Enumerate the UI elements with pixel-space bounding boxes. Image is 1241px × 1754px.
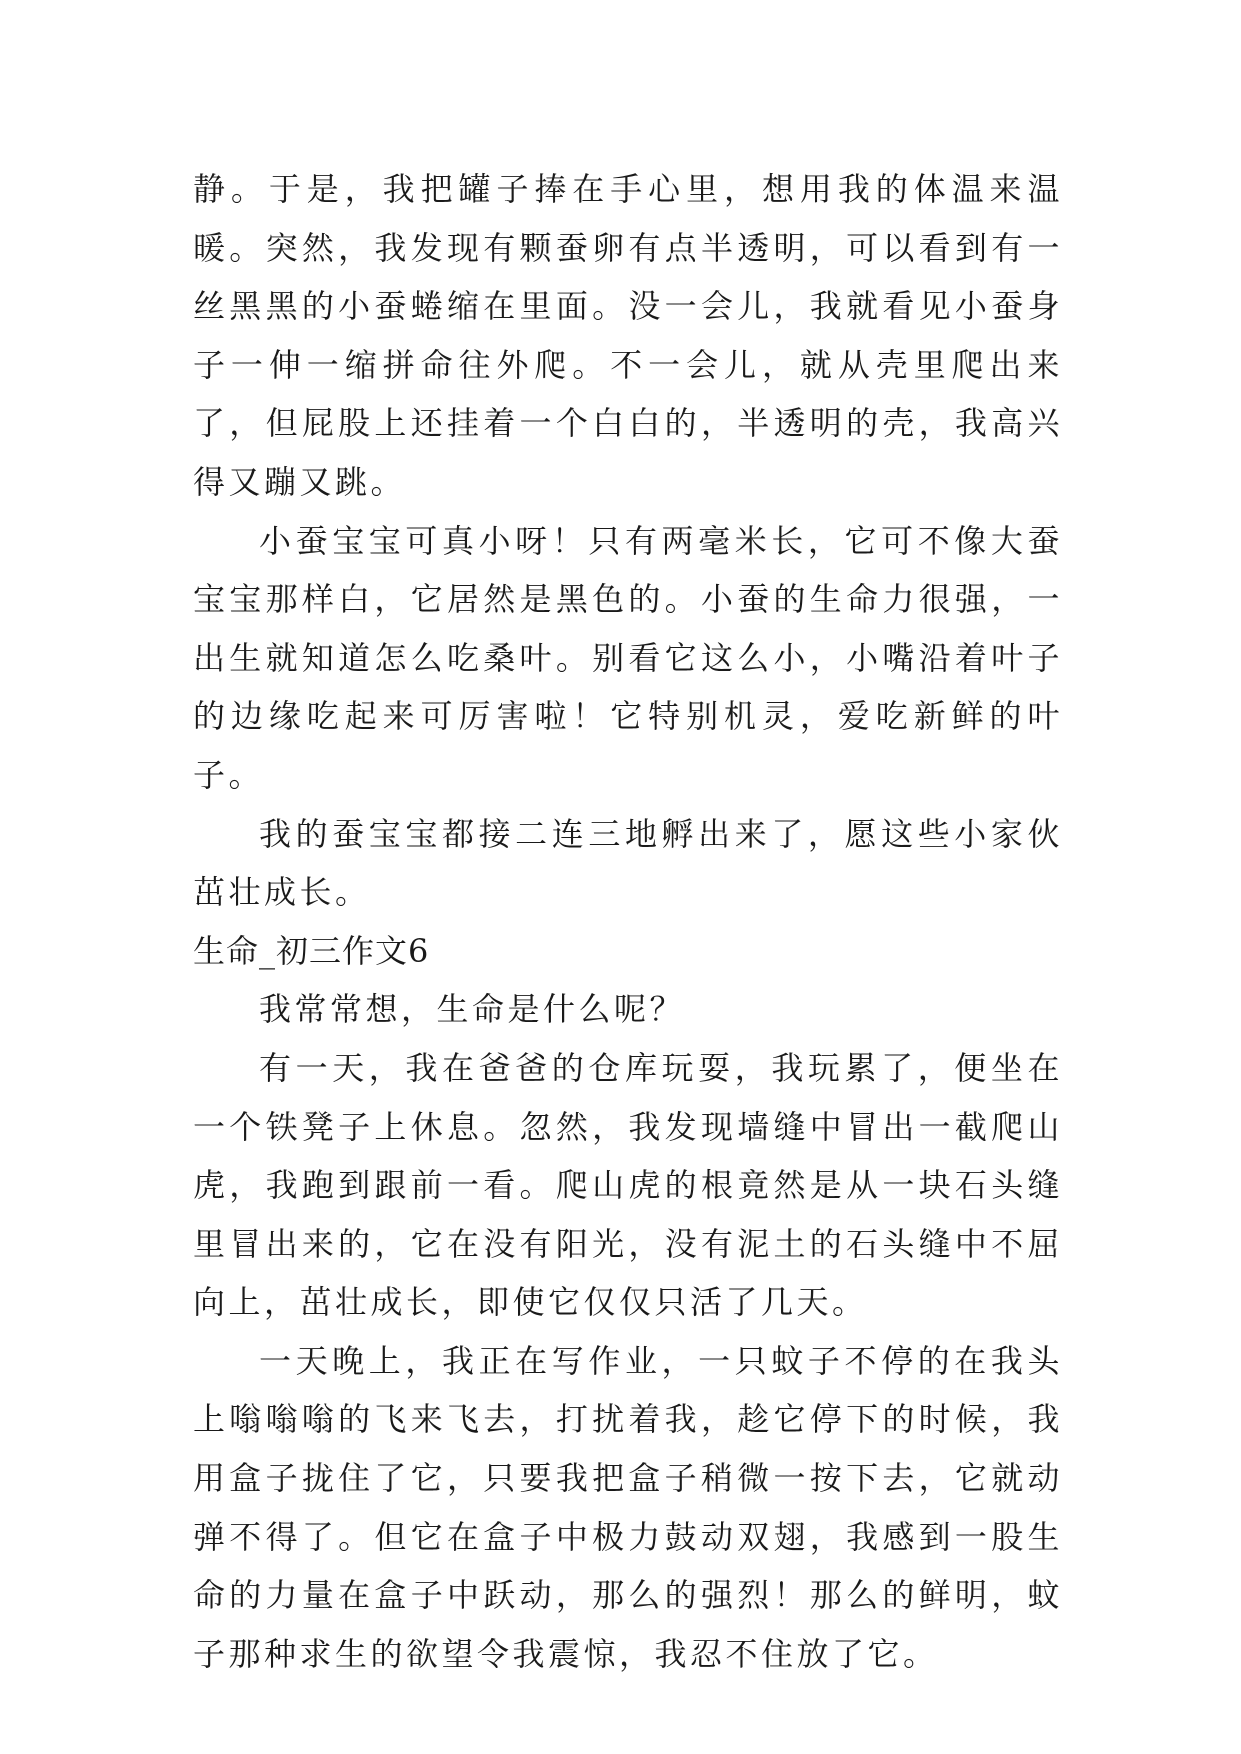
- paragraph: 一天晚上，我正在写作业，一只蚊子不停的在我头上嗡嗡嗡的飞来飞去，打扰着我，趁它停下的时候，我用盒子拢住了它，只要我把盒子稍微一按下去，它就动弹不得了。但它在盒子中极力鼓动双翅，我感到一股生命的力量在盒子中跃动，那么的强烈！那么的鲜明，蚊子那种求生的欲望令我震惊，我忍不住放了它。: [193, 1341, 1063, 1673]
- paragraph: 我的蚕宝宝都接二连三地孵出来了，愿这些小家伙茁壮成长。: [193, 814, 1063, 912]
- paragraph: 有一天，我在爸爸的仓库玩耍，我玩累了，便坐在一个铁凳子上休息。忽然，我发现墙缝中冒出一截爬山虎，我跑到跟前一看。爬山虎的根竟然是从一块石头缝里冒出来的，它在没有阳光，没有泥土的石头缝中不屈向上，茁壮成长，即使它仅仅只活了几天。: [193, 1048, 1063, 1322]
- paragraph: 小蚕宝宝可真小呀！只有两毫米长，它可不像大蚕宝宝那样白，它居然是黑色的。小蚕的生命力很强，一出生就知道怎么吃桑叶。别看它这么小，小嘴沿着叶子的边缘吃起来可厉害啦！它特别机灵，爱吃新鲜的叶子。: [193, 521, 1063, 794]
- document-body: [193, 160, 1063, 1683]
- section-heading: 生命_初三作文6: [193, 931, 430, 970]
- paragraph-continuation: 静。于是，我把罐子捧在手心里，想用我的体温来温暖。突然，我发现有颗蚕卵有点半透明，可以看到有一丝黑黑的小蚕蜷缩在里面。没一会儿，我就看见小蚕身子一伸一缩拼命往外爬。不一会儿，就从壳里爬出来了，但屁股上还挂着一个白白的，半透明的壳，我高兴得又蹦又跳。: [193, 170, 1063, 501]
- paragraph: 我常常想，生命是什么呢？: [259, 990, 686, 1029]
